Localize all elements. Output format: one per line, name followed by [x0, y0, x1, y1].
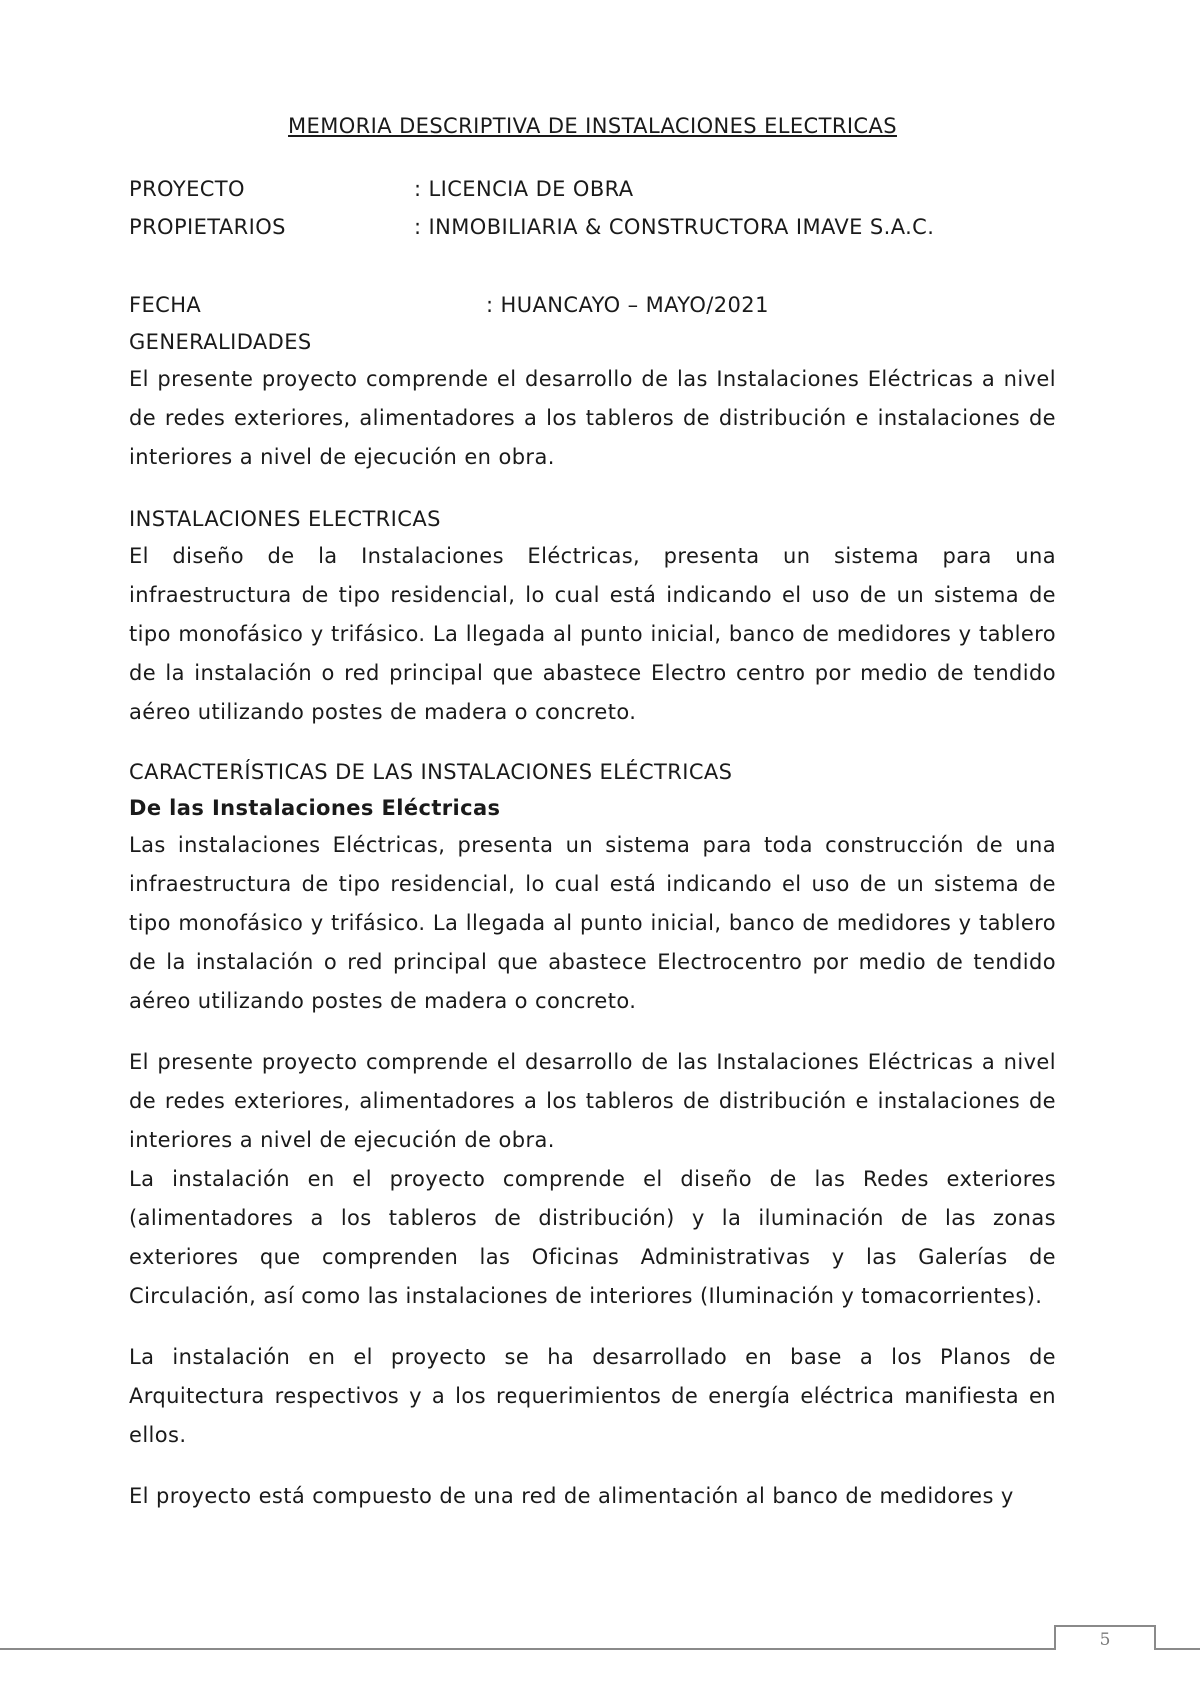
heading-instalaciones: INSTALACIONES ELECTRICAS	[129, 507, 441, 531]
meta-label-fecha: FECHA	[129, 293, 202, 317]
paragraph-instalaciones: El diseño de la Instalaciones Eléctricas, presenta un sistema para una infraestructura de tipo residencial, lo cual está indicando el uso de un sistema de tipo monofásico y trifásico. La llegada al punto inicial, banco de medidores y tablero de la instalación o red principal que abastece Electro centro por medio de tendido aéreo utilizando postes de madera o concreto.	[129, 544, 1056, 724]
spacer	[129, 246, 1056, 286]
paragraph-caracteristicas-1: Las instalaciones Eléctricas, presenta un sistema para toda construcción de una infraestructura de tipo residencial, lo cual está indicando el uso de un sistema de tipo monofásico y trifásico. La llegada al punto inicial, banco de medidores y tablero de la instalación o red principal que abastece Electrocentro por medio de tendido aéreo utilizando postes de madera o concreto.	[129, 833, 1056, 1013]
spacer	[129, 732, 1056, 754]
spacer	[129, 1316, 1056, 1338]
paragraph-generalidades: El presente proyecto comprende el desarrollo de las Instalaciones Eléctricas a nivel de redes exteriores, alimentadores a los tableros de distribución e instalaciones de interiores a nivel de ejecución en obra.	[129, 367, 1056, 469]
meta-value-propietarios: : INMOBILIARIA & CONSTRUCTORA IMAVE S.A.C.	[414, 215, 935, 239]
paragraph-caracteristicas-5: El proyecto está compuesto de una red de alimentación al banco de medidores y	[129, 1484, 1014, 1508]
meta-value-proyecto: : LICENCIA DE OBRA	[414, 177, 634, 201]
spacer	[129, 1021, 1056, 1043]
meta-row-propietarios	[129, 208, 1056, 246]
page-number: 5	[1054, 1625, 1156, 1650]
paragraph-caracteristicas-3: La instalación en el proyecto comprende el diseño de las Redes exteriores (alimentadores a los tableros de distribución) y la iluminación de las zonas exteriores que comprenden las Oficinas Administrativas y las Galerías de Circulación, así como las instalaciones de interiores (Iluminación y tomacorrientes).	[129, 1167, 1056, 1308]
meta-row-proyecto	[129, 170, 1056, 208]
meta-row-fecha	[129, 286, 1056, 324]
paragraph-caracteristicas-4: La instalación en el proyecto se ha desarrollado en base a los Planos de Arquitectura respectivos y a los requerimientos de energía eléctrica manifiesta en ellos.	[129, 1345, 1056, 1447]
heading-generalidades: GENERALIDADES	[129, 330, 312, 354]
spacer	[129, 1455, 1056, 1477]
meta-value-fecha: : HUANCAYO – MAYO/2021	[486, 293, 769, 317]
document-title: MEMORIA DESCRIPTIVA DE INSTALACIONES ELECTRICAS	[288, 114, 897, 138]
meta-label-propietarios: PROPIETARIOS	[129, 215, 286, 239]
footer-rule	[0, 1648, 1200, 1650]
subheading-de-las-instalaciones: De las Instalaciones Eléctricas	[129, 796, 501, 820]
document-body	[129, 108, 1056, 1516]
heading-caracteristicas: CARACTERÍSTICAS DE LAS INSTALACIONES ELÉCTRICAS	[129, 760, 733, 784]
paragraph-caracteristicas-2: El presente proyecto comprende el desarrollo de las Instalaciones Eléctricas a nivel de redes exteriores, alimentadores a los tableros de distribución e instalaciones de interiores a nivel de ejecución de obra.	[129, 1050, 1056, 1152]
meta-label-proyecto: PROYECTO	[129, 177, 245, 201]
spacer	[129, 477, 1056, 501]
